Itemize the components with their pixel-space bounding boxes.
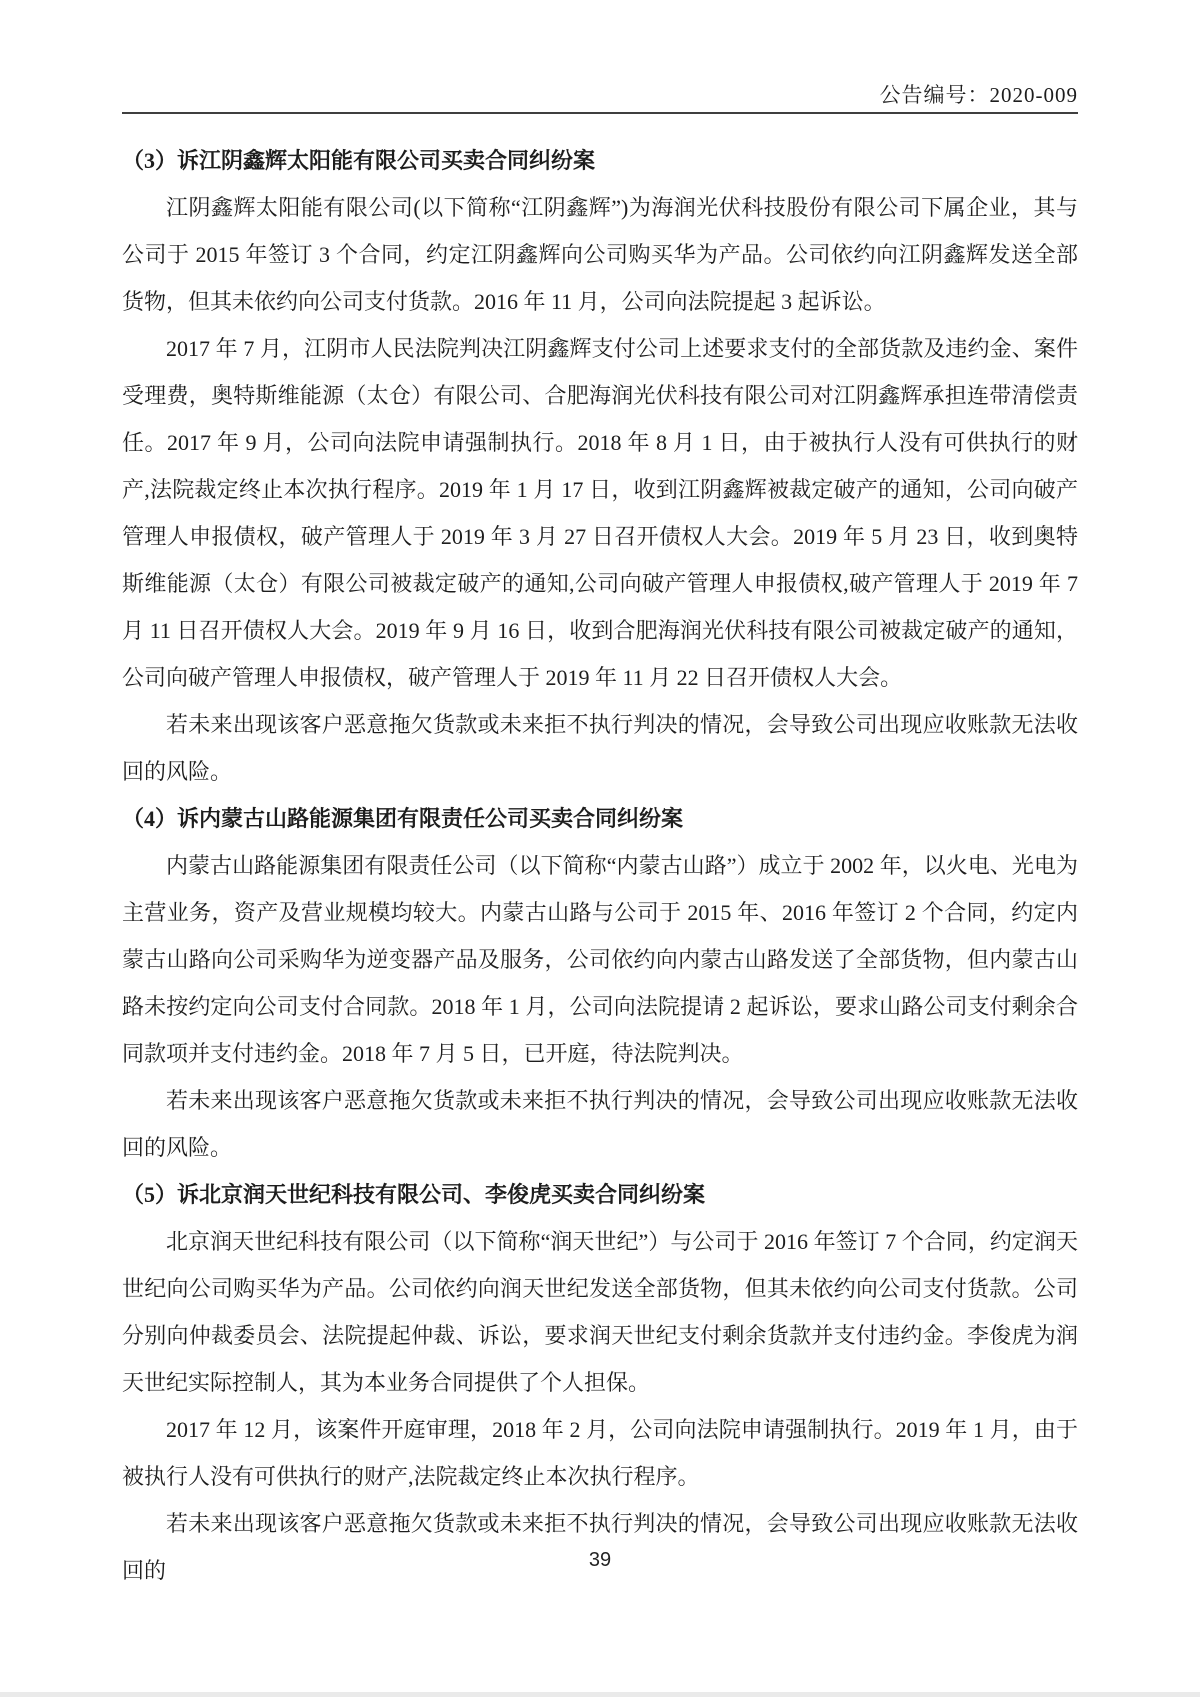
section-3-heading: （3）诉江阴鑫辉太阳能有限公司买卖合同纠纷案 [122,148,596,173]
document-body [122,137,1078,1594]
section-4-paragraph-2: 若未来出现该客户恶意拖欠货款或未来拒不执行判决的情况，会导致公司出现应收账款无法收回的风险。 [122,1088,1078,1160]
scan-edge-artifact [0,1692,1200,1697]
section-3-paragraph-3: 若未来出现该客户恶意拖欠货款或未来拒不执行判决的情况，会导致公司出现应收账款无法收回的风险。 [122,712,1078,784]
page-number: 39 [588,1549,612,1571]
header-divider [122,112,1078,114]
section-4-heading: （4）诉内蒙古山路能源集团有限责任公司买卖合同纠纷案 [122,806,684,831]
section-5-paragraph-2: 2017 年 12 月，该案件开庭审理，2018 年 2 月，公司向法院申请强制执行。2019 年 1 月，由于被执行人没有可供执行的财产,法院裁定终止本次执行程序。 [122,1417,1078,1489]
section-5-paragraph-1: 北京润天世纪科技有限公司（以下简称“润天世纪”）与公司于 2016 年签订 7 个合同，约定润天世纪向公司购买华为产品。公司依约向润天世纪发送全部货物，但其未依约向公司支付货款。公司分别向仲裁委员会、法院提起仲裁、诉讼，要求润天世纪支付剩余货款并支付违约金。李俊虎为润天世纪实际控制人，其为本业务合同提供了个人担保。 [122,1229,1078,1395]
section-4-paragraph-1: 内蒙古山路能源集团有限责任公司（以下简称“内蒙古山路”）成立于 2002 年，以火电、光电为主营业务，资产及营业规模均较大。内蒙古山路与公司于 2015 年、2016 年签订 2 个合同，约定内蒙古山路向公司采购华为逆变器产品及服务，公司依约向内蒙古山路发送了全部货物，但内蒙古山路未按约定向公司支付合同款。2018 年 1 月，公司向法院提请 2 起诉讼，要求山路公司支付剩余合同款项并支付违约金。2018 年 7 月 5 日，已开庭，待法院判决。 [122,853,1078,1066]
section-3-paragraph-2: 2017 年 7 月，江阴市人民法院判决江阴鑫辉支付公司上述要求支付的全部货款及违约金、案件受理费，奥特斯维能源（太仓）有限公司、合肥海润光伏科技有限公司对江阴鑫辉承担连带清偿责任。2017 年 9 月，公司向法院申请强制执行。2018 年 8 月 1 日，由于被执行人没有可供执行的财产,法院裁定终止本次执行程序。2019 年 1 月 17 日，收到江阴鑫辉被裁定破产的通知，公司向破产管理人申报债权，破产管理人于 2019 年 3 月 27 日召开债权人大会。2019 年 5 月 23 日，收到奥特斯维能源（太仓）有限公司被裁定破产的通知,公司向破产管理人申报债权,破产管理人于 2019 年 7 月 11 日召开债权人大会。2019 年 9 月 16 日，收到合肥海润光伏科技有限公司被裁定破产的通知，公司向破产管理人申报债权，破产管理人于 2019 年 11 月 22 日召开债权人大会。 [122,336,1078,690]
section-3-paragraph-1: 江阴鑫辉太阳能有限公司(以下简称“江阴鑫辉”)为海润光伏科技股份有限公司下属企业，其与公司于 2015 年签订 3 个合同，约定江阴鑫辉向公司购买华为产品。公司依约向江阴鑫辉发送全部货物，但其未依约向公司支付货款。2016 年 11 月，公司向法院提起 3 起诉讼。 [122,195,1078,314]
section-5-heading: （5）诉北京润天世纪科技有限公司、李俊虎买卖合同纠纷案 [122,1182,706,1207]
announcement-number: 公告编号：2020-009 [879,83,1078,107]
section-5-paragraph-3: 若未来出现该客户恶意拖欠货款或未来拒不执行判决的情况，会导致公司出现应收账款无法收回的 [122,1511,1078,1583]
